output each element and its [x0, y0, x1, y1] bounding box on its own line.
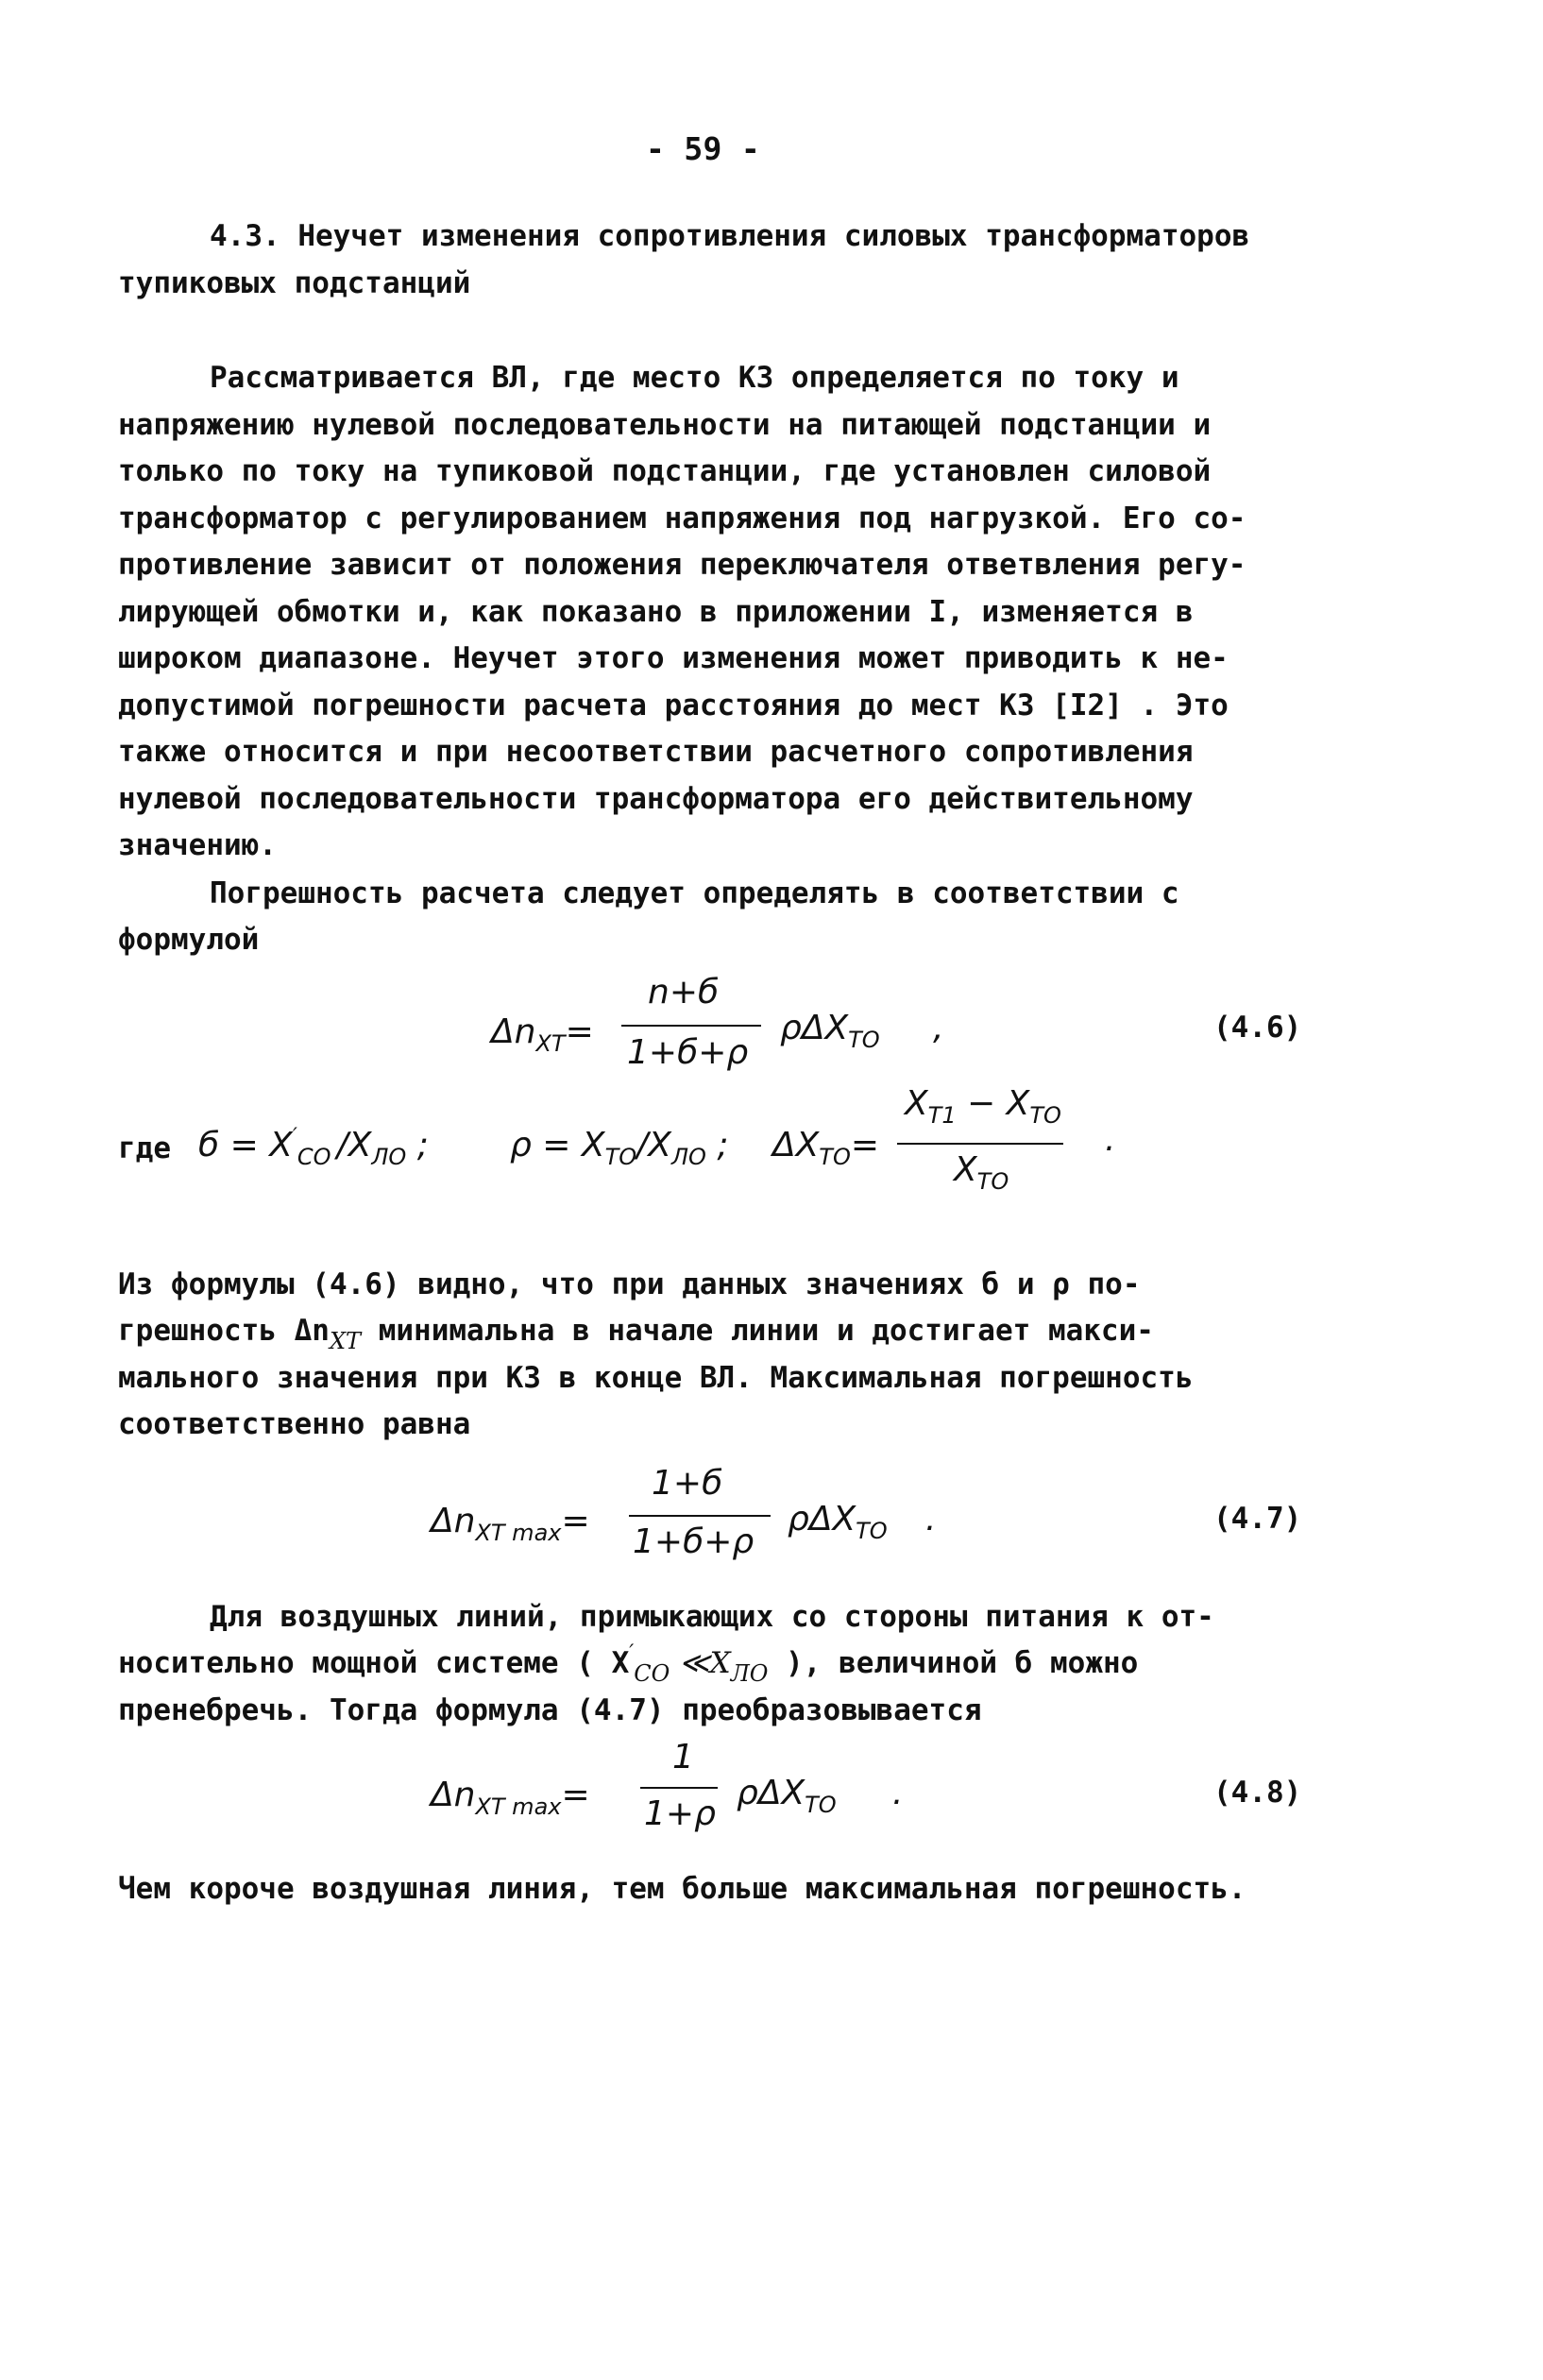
- where-period: ·: [1103, 1130, 1114, 1168]
- text-line: мального значения при КЗ в конце ВЛ. Максимальная погрешность: [118, 1361, 1194, 1395]
- delta-x-definition: $\Delta X_{TO}=$: [772, 1126, 880, 1170]
- text-line: соответственно равна: [118, 1407, 471, 1441]
- eq-lhs: $\Delta n_{XT}=$: [491, 1012, 594, 1057]
- equation-number: (4.8): [1213, 1776, 1302, 1810]
- text-line: только по току на тупиковой подстанции, где установлен силовой: [118, 454, 1212, 488]
- eq-lhs: $\Delta n_{XT max}=$: [431, 1502, 590, 1546]
- where-label: где: [118, 1131, 171, 1165]
- eq-lhs: $\Delta n_{XT max}=$: [431, 1776, 590, 1820]
- section-title-line1: 4.3. Неучет изменения сопротивления силовых трансформаторов: [210, 219, 1250, 253]
- text-line: формулой: [118, 923, 260, 957]
- text-line: Для воздушных линий, примыкающих со стороны питания к от-: [210, 1600, 1214, 1634]
- eq-tail: ρΔX$_{TO}$: [780, 1009, 880, 1053]
- eq-denominator: 1+б+ρ: [627, 1033, 749, 1072]
- sigma-definition: $б = X'_{CO}$ $/X_{ЛО}$ ;: [198, 1125, 429, 1170]
- text-line: напряжению нулевой последовательности на питающей подстанции и: [118, 408, 1212, 442]
- fraction-bar: [629, 1515, 771, 1517]
- text-line: Из формулы (4.6) видно, что при данных значениях б и ρ по-: [118, 1267, 1141, 1301]
- text-line: допустимой погрешности расчета расстояния до мест КЗ [I2] . Это: [118, 688, 1229, 722]
- eq-numerator: n+б: [648, 973, 720, 1012]
- page-number: - 59 -: [646, 130, 761, 167]
- text-line: значению.: [118, 828, 277, 862]
- closing-sentence: Чем короче воздушная линия, тем больше максимальная погрешность.: [118, 1872, 1246, 1906]
- text-line: трансформатор с регулированием напряжения под нагрузкой. Его со-: [118, 502, 1246, 536]
- eq-denominator: 1+б+ρ: [633, 1522, 755, 1561]
- text-line: также относится и при несоответствии расчетного сопротивления: [118, 735, 1194, 769]
- fraction-bar: [897, 1143, 1063, 1145]
- text-line: широком диапазоне. Неучет этого изменения может приводить к не-: [118, 641, 1229, 675]
- equation-number: (4.7): [1213, 1502, 1302, 1536]
- fraction-bar: [640, 1787, 718, 1789]
- text-line: противление зависит от положения переключателя ответвления регу-: [118, 548, 1246, 582]
- eq-tail: ρΔX$_{TO}$: [737, 1774, 837, 1818]
- text-line: нулевой последовательности трансформатора его действительному: [118, 782, 1194, 816]
- text-line: грешность $\Delta n_{XT}$ минимальна в начале линии и достигает макси-: [118, 1314, 1154, 1354]
- text-line: пренебречь. Тогда формула (4.7) преобразовывается: [118, 1693, 982, 1727]
- text-line: лирующей обмотки и, как показано в приложении I, изменяется в: [118, 595, 1194, 629]
- eq-dot: .: [925, 1500, 937, 1538]
- section-title-line2: тупиковых подстанций: [118, 266, 471, 300]
- eq-numerator: 1+б: [652, 1464, 723, 1503]
- equation-number: (4.6): [1213, 1011, 1302, 1045]
- eq-numerator: 1: [672, 1738, 694, 1776]
- eq-denominator: 1+ρ: [644, 1794, 716, 1833]
- eq-tail: ρΔX$_{TO}$: [788, 1500, 888, 1544]
- text-line: Рассматривается ВЛ, где место КЗ определяется по току и: [210, 361, 1179, 395]
- fraction-bar: [621, 1025, 761, 1027]
- text-line: Погрешность расчета следует определять в соответствии с: [210, 876, 1179, 910]
- rho-definition: $\rho = X_{TO}/X_{ЛО}$ ;: [510, 1126, 729, 1170]
- text-line: носительно мощной системе ( $X'_{CO}$ $≪X_{ЛО}$ ), величиной б можно: [118, 1641, 1139, 1687]
- delta-x-numerator: $X_{T1} - X_{TO}$: [905, 1084, 1061, 1129]
- eq-comma: ,: [933, 1009, 944, 1047]
- delta-x-denominator: $X_{TO}$: [954, 1150, 1009, 1195]
- eq-dot: .: [892, 1774, 904, 1812]
